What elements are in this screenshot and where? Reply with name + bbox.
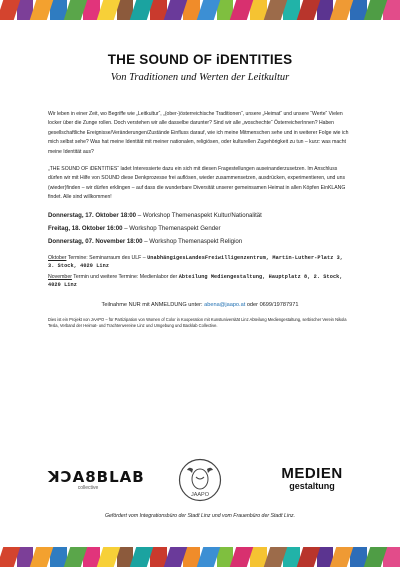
- venue-november: [48, 273, 352, 289]
- page-subtitle: Von Traditionen und Werten der Leitkultur: [110, 72, 290, 83]
- project-credits: Dies ist ein Projekt von JAAPO – für Partizipation von Women of Color in Kooperation mit Kunstuniversität Linz Abteilung Mediengestaltung, serbischer Verein Nikola Tesla, Verband der Heimat- und Trachtenvereine Linz und Umgebung und Backlab Collective.: [48, 316, 347, 329]
- venue-november-month: November: [48, 273, 72, 280]
- venue-november-place: Abteilung Mediengestaltung, Hauptplatz 8, 2. Stock, 4020 Linz: [48, 273, 343, 288]
- workshop-date-2-time: Freitag, 18. Oktober 16:00: [48, 224, 123, 232]
- venue-october-place: UnabhängigesLandesFreiwilligenzentrum, Martin-Luther-Platz 3, 3. Stock, 4020 Linz: [48, 254, 344, 269]
- workshop-date-3-time: Donnerstag, 07. November 18:00: [48, 237, 143, 245]
- workshop-date-1-time: Donnerstag, 17. Oktober 18:00: [48, 211, 137, 219]
- jaapo-logo-icon: [178, 458, 222, 502]
- venue-october: [48, 254, 352, 270]
- invitation-paragraph: „THE SOUND OF iDENTITIES“ ladet Interessierte dazu ein sich mit diesen Fragestellungen auseinanderzusetzen. Im Anschluss dürfen wir mit Hilfe von SOUND diese Denkprozesse frei auflösen, wieder zusammensetzen, ausdrücken, experimentieren, und uns (wieder)finden – wir dürfen erklingen – auf dass die wunderbare Diversität unserer gemeinsamen Heimat in allen Köpfen EinKLANG findet. Alle sind willkommen!: [48, 166, 346, 201]
- workshop-date-1: [48, 211, 352, 220]
- backlab-logo-sub: collective: [77, 484, 99, 491]
- signup-email-link[interactable]: abena@jaapo.at: [204, 301, 246, 308]
- backlab-logo-text: ꓘƆA8BLAB: [48, 467, 145, 486]
- jaapo-logo-text: JAAPO: [190, 492, 210, 498]
- backlab-logo: [48, 467, 145, 491]
- signup-text: Teilnahme NUR mit ANMELDUNG unter:: [101, 301, 205, 308]
- medien-logo-line1: MEDIEN: [281, 465, 343, 482]
- document-body: [48, 110, 352, 330]
- venue-october-text: Termine: Seminarraum des ULF –: [66, 254, 148, 261]
- workshop-date-2: [48, 224, 352, 233]
- workshop-date-3: [48, 237, 352, 246]
- intro-paragraph: Wir leben in einer Zeit, wo Begriffe wie „Leitkultur“, „(ober-)österreichische Traditionen“, unsere „Heimat“ und unsere “Werte“ Vielen locker über die Zunge rollen. Doch verstehen wir alle dasselbe darunter? Sind wir alle „woschechte“ ÖsterreicherInnen? Haben gesellschaftliche Ereignisse/Veränderungen/Zustände Einfluss darauf, wie ich meine Mitmenschen sehe und in weiterer Folge wie ich mich selbst sehe? Was hat meine Identität mit meiner nationalen, religiösen, oder kulturellen Zugehörigkeit zu tun – kurz: was macht meine Identität aus?: [48, 111, 349, 155]
- medien-logo-line2: gestaltung: [289, 481, 335, 491]
- workshop-dates: [48, 211, 352, 246]
- partner-logos: [48, 455, 352, 505]
- signup-info: [48, 301, 352, 309]
- bottom-color-stripe: [0, 547, 400, 567]
- funding-footer: Gefördert vom Integrationsbüro der Stadt Linz und vom Frauenbüro der Stadt Linz.: [104, 513, 296, 519]
- jaapo-logo: [170, 458, 230, 502]
- venue-october-month: Oktober: [48, 254, 67, 261]
- top-color-stripe: [0, 0, 400, 20]
- workshop-date-1-desc: – Workshop Themenaspekt Kultur/Nationalität: [136, 211, 262, 219]
- signup-phone: oder 0699/19787971: [245, 301, 299, 308]
- workshop-date-3-desc: – Workshop Themenaspekt Religion: [142, 237, 243, 245]
- mediengestaltung-logo: [272, 467, 352, 493]
- workshop-date-2-desc: – Workshop Themenaspekt Gender: [122, 224, 221, 232]
- venue-november-text: Termin und weitere Termine: Medienlabor der: [71, 273, 179, 280]
- page-title: THE SOUND OF iDENTITIES: [107, 52, 293, 67]
